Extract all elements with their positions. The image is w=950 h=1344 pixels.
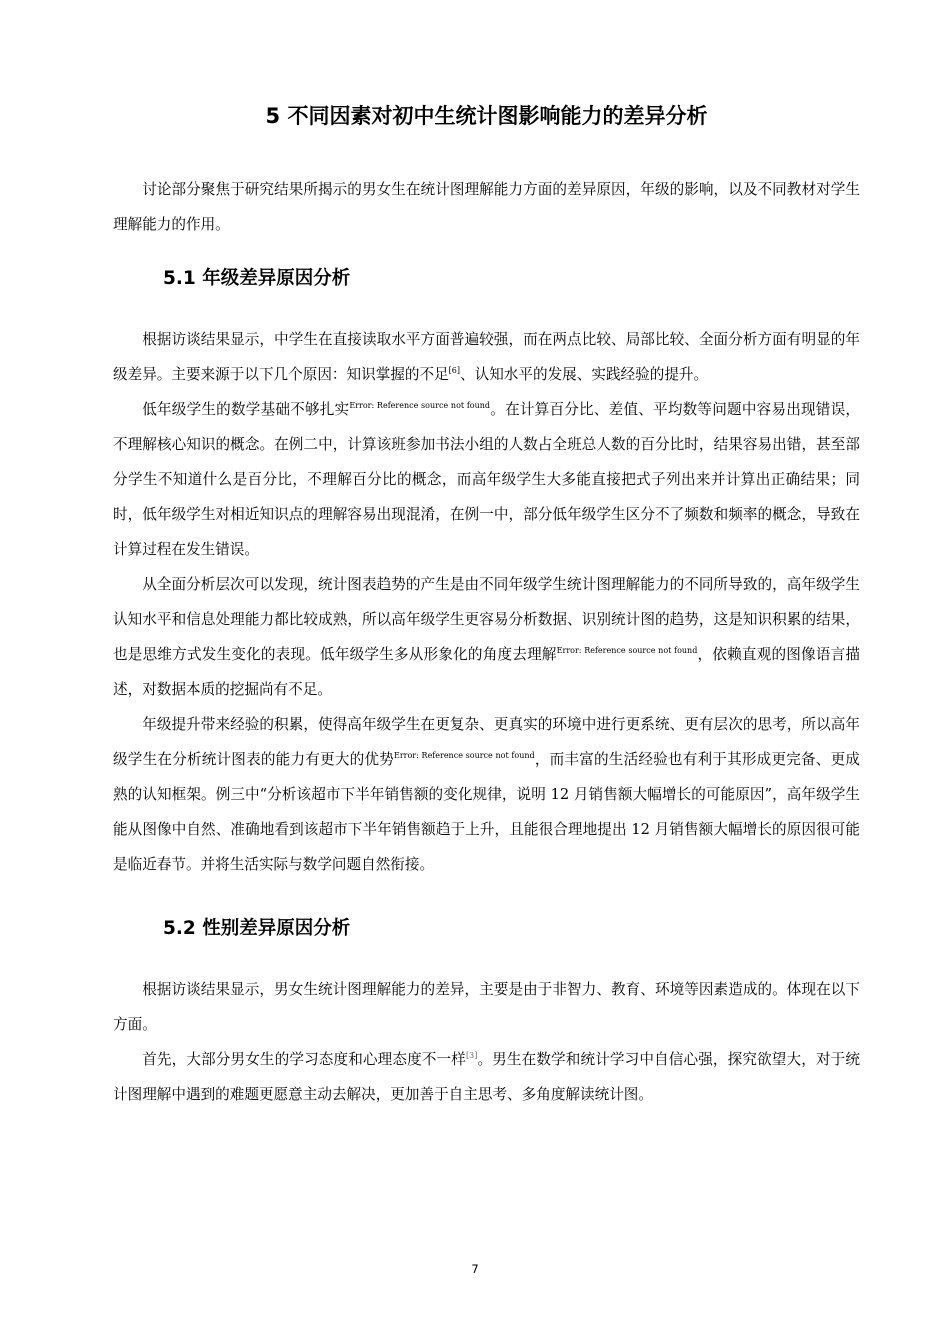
citation-error: Error: Reference source not found [393, 751, 535, 761]
chapter-title: 5 不同因素对初中生统计图影响能力的差异分析 [265, 104, 708, 128]
paragraph-5-2-1: 根据访谈结果显示，男女生统计图理解能力的差异，主要是由于非智力、教育、环境等因素造成的。体现在以下方面。 [113, 981, 860, 1033]
citation-ref[interactable]: [6] [448, 366, 461, 376]
paragraph-5-2-2: 首先，大部分男女生的学习态度和心理态度不一样[3]。男生在数学和统计学习中自信心强，探究欲望大，对于统计图理解中遇到的难题更愿意主动去解决，更加善于自主思考、多角度解读统计图。 [113, 1051, 860, 1103]
intro-paragraph: 讨论部分聚焦于研究结果所揭示的男女生在统计图理解能力方面的差异原因，年级的影响，以及不同教材对学生理解能力的作用。 [113, 181, 860, 233]
page-number: 7 [471, 1262, 479, 1276]
section-heading-5-2: 5.2 性别差异原因分析 [163, 918, 351, 939]
section-heading-5-1: 5.1 年级差异原因分析 [163, 268, 351, 289]
citation-ref[interactable]: [3] [465, 1051, 478, 1061]
citation-error: Error: Reference source not found [349, 401, 491, 411]
paragraph-5-1-3: 从全面分析层次可以发现，统计图表趋势的产生是由不同年级学生统计图理解能力的不同所导致的，高年级学生认知水平和信息处理能力都比较成熟，所以高年级学生更容易分析数据、识别统计图的趋势，这是知识积累的结果，也是思维方式发生变化的表现。低年级学生多从形象化的角度去理解$^{Error: Reference source not found}$，依赖直观的图像语言描述，对数据本质的挖掘尚有不足。 [113, 576, 860, 698]
citation-error: Error: Reference source not found [556, 646, 698, 656]
paragraph-5-1-4: 年级提升带来经验的积累，使得高年级学生在更复杂、更真实的环境中进行更系统、更有层次的思考，所以高年级学生在分析统计图表的能力有更大的优势$^{Error: Reference source not found}$，而丰富的生活经验也有利于其形成更完备、更成熟的认知框架。例三中“分析该超市下半年销售额的变化规律，说明 12 月销售额大幅增长的可能原因”，高年级学生能从图像中自然、准确地看到该超市下半年销售额趋于上升，且能很合理地提出 12 月销售额大幅增长的原因很可能是临近春节。并将生活实际与数学问题自然衔接。 [113, 716, 860, 873]
page-content [113, 96, 860, 1112]
paragraph-5-1-2: 低年级学生的数学基础不够扎实$^{Error: Reference source not found}$。在计算百分比、差值、平均数等问题中容易出现错误，不理解核心知识的概念。在例二中，计算该班参加书法小组的人数占全班总人数的百分比时，结果容易出错，甚至部分学生不知道什么是百分比，不理解百分比的概念，而高年级学生大多能直接把式子列出来并计算出正确结果；同时，低年级学生对相近知识点的理解容易出现混淆，在例一中，部分低年级学生区分不了频数和频率的概念，导致在计算过程在发生错误。 [113, 401, 860, 558]
paragraph-5-1-1: 根据访谈结果显示，中学生在直接读取水平方面普遍较强，而在两点比较、局部比较、全面分析方面有明显的年级差异。主要来源于以下几个原因：知识掌握的不足[6]、认知水平的发展、实践经验的提升。 [113, 331, 860, 383]
